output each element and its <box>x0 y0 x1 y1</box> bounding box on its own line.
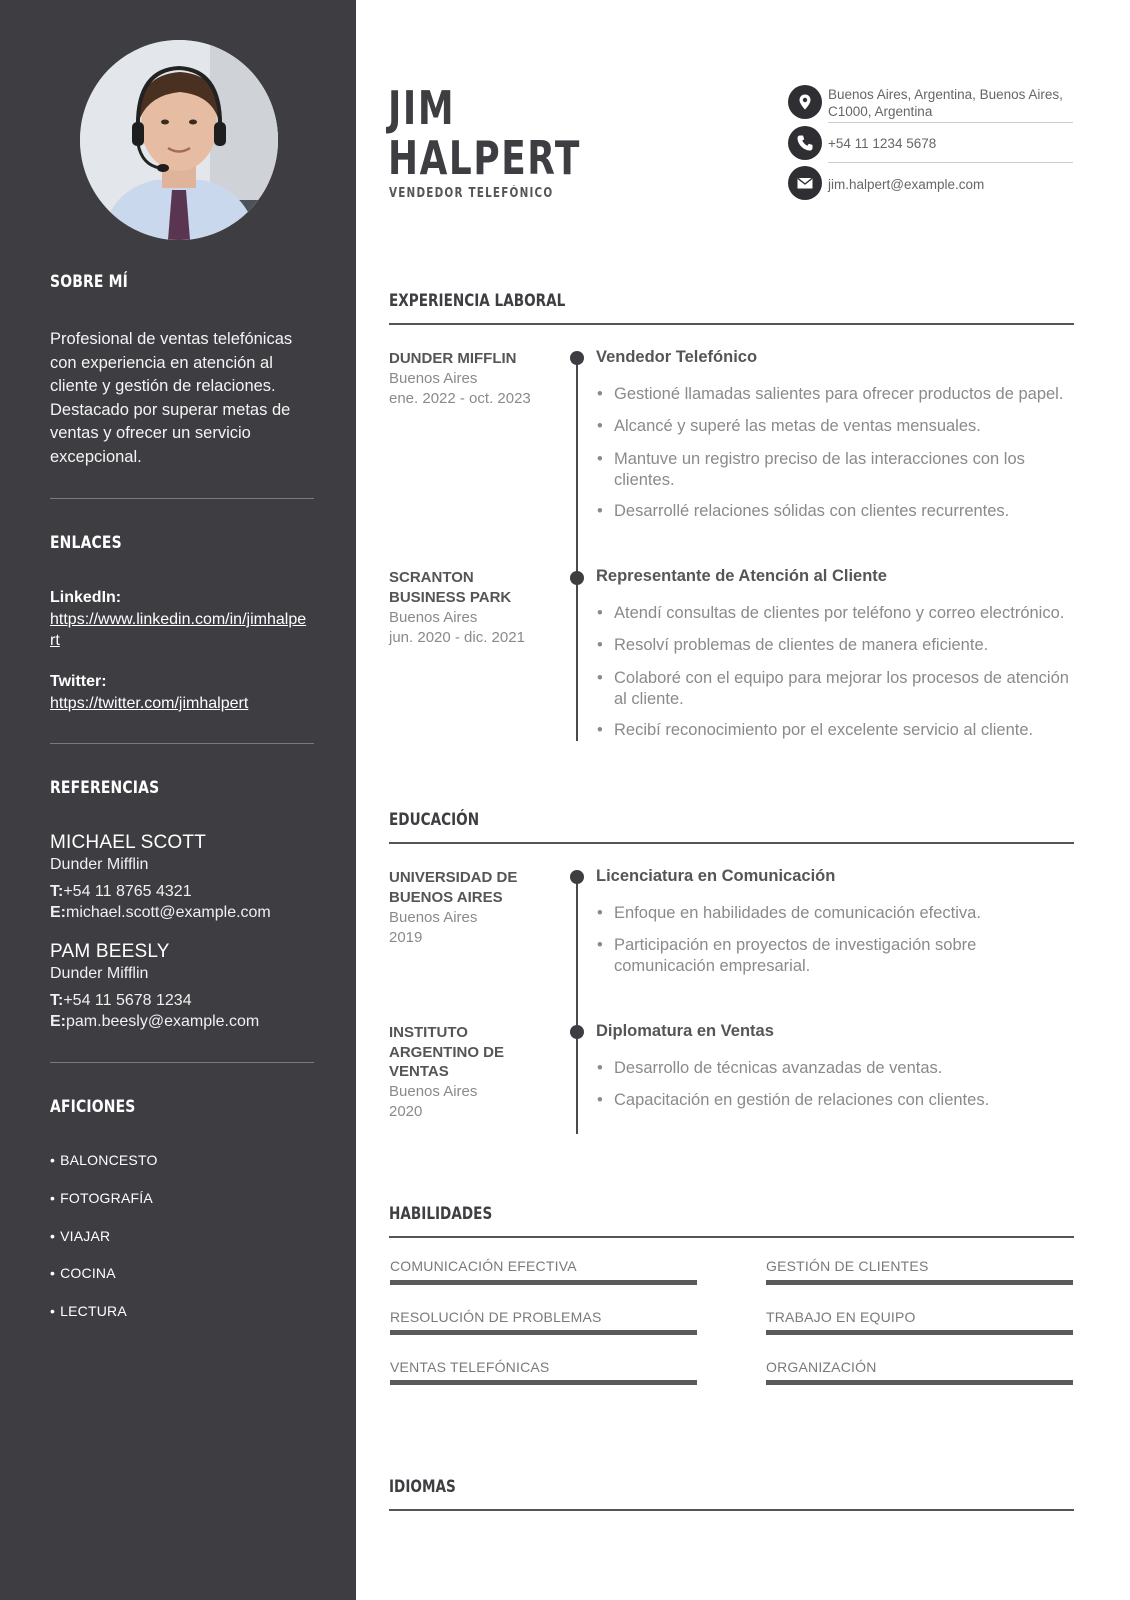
job-role: Representante de Atención al Cliente <box>596 567 887 585</box>
company-name: SCRANTON BUSINESS PARK <box>389 569 512 606</box>
hobby-item: • LECTURA <box>50 1303 127 1319</box>
skill-name: VENTAS TELEFÓNICAS <box>390 1359 550 1375</box>
institution-location: Buenos Aires <box>389 1083 478 1100</box>
education-timeline <box>576 876 578 1134</box>
timeline-dot <box>570 351 584 365</box>
degree-name: Licenciatura en Comunicación <box>596 867 836 885</box>
job-bullet: • Resolví problemas de clientes de manera eficiente. <box>614 635 1074 656</box>
education-bullet: • Participación en proyectos de investigación sobre comunicación empresarial. <box>614 935 1074 977</box>
hobbies-title: AFICIONES <box>50 1097 136 1117</box>
skills-title: HABILIDADES <box>389 1204 493 1224</box>
job-bullet: • Mantuve un registro preciso de las interacciones con los clientes. <box>614 449 1074 491</box>
job-bullet: • Alcancé y superé las metas de ventas mensuales. <box>614 416 1074 437</box>
job-title: VENDEDOR TELEFÓNICO <box>389 186 554 201</box>
section-divider <box>389 323 1074 325</box>
links-title: ENLACES <box>50 533 122 553</box>
contact-address: Buenos Aires, Argentina, Buenos Aires, C1000, Argentina <box>828 87 1063 119</box>
section-divider <box>389 842 1074 844</box>
job-bullet: • Desarrollé relaciones sólidas con clientes recurrentes. <box>614 501 1074 522</box>
reference-company: Dunder Mifflin <box>50 965 149 982</box>
contact-email: jim.halpert@example.com <box>828 177 985 192</box>
education-bullet: • Enfoque en habilidades de comunicación efectiva. <box>614 903 1074 924</box>
location-pin-icon <box>788 85 822 119</box>
last-name: HALPERT <box>388 131 581 185</box>
job-bullet: • Gestioné llamadas salientes para ofrecer productos de papel. <box>614 384 1074 405</box>
job-dates: jun. 2020 - dic. 2021 <box>389 629 525 646</box>
linkedin-link[interactable]: https://www.linkedin.com/in/jimhalpert <box>50 611 307 649</box>
reference-name: PAM BEESLY <box>50 941 170 962</box>
skill-name: TRABAJO EN EQUIPO <box>766 1309 916 1325</box>
education-bullet: • Capacitación en gestión de relaciones con clientes. <box>614 1090 1074 1111</box>
about-title: SOBRE MÍ <box>50 272 129 292</box>
institution-name: INSTITUTO ARGENTINO DE VENTAS <box>389 1024 505 1080</box>
job-bullet: • Atendí consultas de clientes por teléfono y correo electrónico. <box>614 603 1074 624</box>
skill-level-bar <box>390 1280 697 1285</box>
divider <box>50 1062 314 1063</box>
first-name: JIM <box>388 81 456 135</box>
timeline-dot <box>570 1025 584 1039</box>
company-name: DUNDER MIFFLIN <box>389 350 517 367</box>
degree-name: Diplomatura en Ventas <box>596 1022 774 1040</box>
job-dates: ene. 2022 - oct. 2023 <box>389 390 531 407</box>
company-location: Buenos Aires <box>389 609 478 626</box>
hobby-item: • COCINA <box>50 1265 116 1281</box>
skill-name: RESOLUCIÓN DE PROBLEMAS <box>390 1309 602 1325</box>
experience-title: EXPERIENCIA LABORAL <box>389 291 566 311</box>
divider <box>50 498 314 499</box>
timeline-dot <box>570 870 584 884</box>
education-title: EDUCACIÓN <box>389 810 480 830</box>
person-photo-icon <box>80 40 278 240</box>
company-location: Buenos Aires <box>389 370 478 387</box>
sidebar <box>0 0 356 1600</box>
profile-photo <box>80 40 278 240</box>
skill-name: COMUNICACIÓN EFECTIVA <box>390 1258 577 1274</box>
institution-name: UNIVERSIDAD DE BUENOS AIRES <box>389 869 518 906</box>
email-icon <box>788 166 822 200</box>
hobby-item: • BALONCESTO <box>50 1152 158 1168</box>
reference-phone: T:+54 11 8765 4321 <box>50 883 192 900</box>
job-bullet: • Colaboré con el equipo para mejorar los procesos de atención al cliente. <box>614 668 1074 710</box>
skill-level-bar <box>766 1380 1073 1385</box>
experience-timeline <box>576 357 578 741</box>
hobby-item: • FOTOGRAFÍA <box>50 1190 153 1206</box>
reference-company: Dunder Mifflin <box>50 856 149 873</box>
divider <box>50 743 314 744</box>
skill-level-bar <box>766 1280 1073 1285</box>
skill-level-bar <box>390 1380 697 1385</box>
education-year: 2019 <box>389 929 423 946</box>
reference-name: MICHAEL SCOTT <box>50 832 207 853</box>
references-title: REFERENCIAS <box>50 778 160 798</box>
skill-name: ORGANIZACIÓN <box>766 1359 877 1375</box>
twitter-label: Twitter: <box>50 673 107 690</box>
divider <box>828 162 1073 163</box>
job-role: Vendedor Telefónico <box>596 348 758 366</box>
section-divider <box>389 1236 1074 1238</box>
job-bullet: • Recibí reconocimiento por el excelente servicio al cliente. <box>614 720 1074 741</box>
education-year: 2020 <box>389 1103 423 1120</box>
timeline-dot <box>570 571 584 585</box>
contact-phone: +54 11 1234 5678 <box>828 136 937 151</box>
reference-phone: T:+54 11 5678 1234 <box>50 992 192 1009</box>
phone-icon <box>788 126 822 160</box>
reference-email: E:michael.scott@example.com <box>50 904 271 921</box>
languages-title: IDIOMAS <box>389 1477 456 1497</box>
about-text: Profesional de ventas telefónicas con experiencia en atención al cliente y gestión de relaciones. Destacado por superar metas de ventas y ofrecer un servicio excepcional. <box>50 330 293 466</box>
hobby-item: • VIAJAR <box>50 1228 110 1244</box>
twitter-link[interactable]: https://twitter.com/jimhalpert <box>50 695 249 712</box>
education-bullet: • Desarrollo de técnicas avanzadas de ventas. <box>614 1058 1074 1079</box>
skill-name: GESTIÓN DE CLIENTES <box>766 1258 929 1274</box>
section-divider <box>389 1509 1074 1511</box>
skill-level-bar <box>390 1330 697 1335</box>
divider <box>828 122 1073 123</box>
reference-email: E:pam.beesly@example.com <box>50 1013 260 1030</box>
institution-location: Buenos Aires <box>389 909 478 926</box>
skill-level-bar <box>766 1330 1073 1335</box>
linkedin-label: LinkedIn: <box>50 589 122 606</box>
